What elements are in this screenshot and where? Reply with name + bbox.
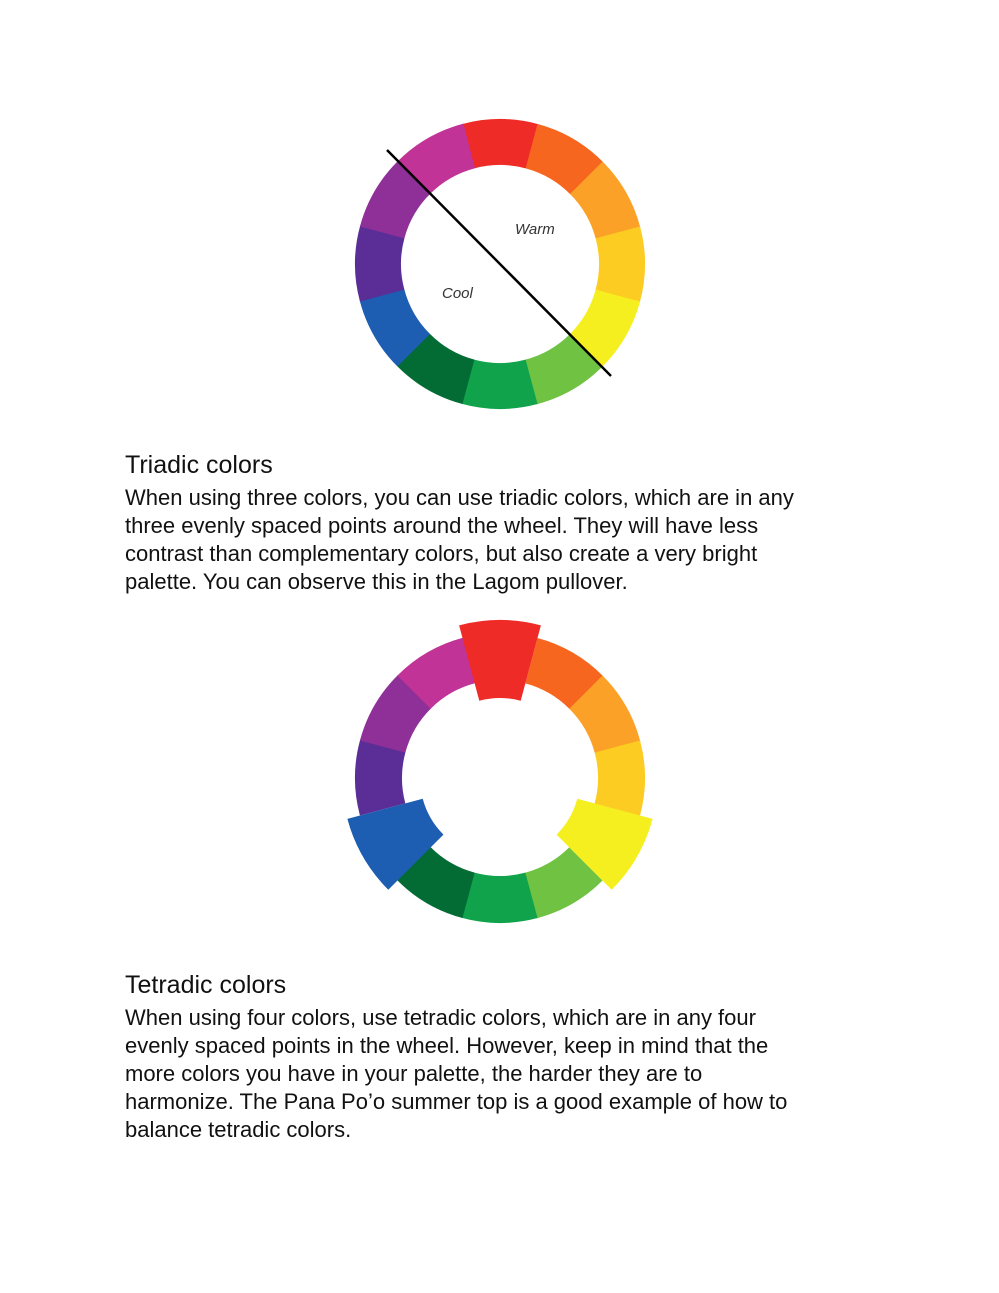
warm-cool-wheel-graphic (0, 0, 999, 440)
color-wheel-segment (594, 740, 645, 816)
tetradic-section (125, 970, 885, 1144)
color-wheel-segment (462, 119, 538, 169)
cool-label: Cool (442, 285, 473, 302)
tetradic-color-wheel (0, 610, 999, 950)
tetradic-line: harmonize. The Pana Po’o summer top is a good example of how to (125, 1089, 788, 1114)
warm-label: Warm (515, 221, 555, 238)
triadic-line: three evenly spaced points around the wheel. They will have less (125, 513, 759, 538)
triadic-line: palette. You can observe this in the Lagom pullover. (125, 569, 628, 594)
tetradic-line: balance tetradic colors. (125, 1117, 352, 1142)
color-wheel-segment (595, 226, 645, 302)
triadic-section (125, 450, 885, 596)
color-wheel-segment (355, 739, 406, 815)
color-wheel-segment (461, 872, 537, 923)
tetradic-line: evenly spaced points in the wheel. However, keep in mind that the (125, 1033, 769, 1058)
color-wheel-segment (461, 359, 537, 409)
color-wheel-segment (355, 225, 405, 301)
tetradic-heading: Tetradic colors (125, 971, 287, 999)
triadic-line: When using three colors, you can use triadic colors, which are in any (125, 485, 794, 510)
tetradic-wheel-graphic (0, 610, 999, 950)
tetradic-paragraph (125, 1004, 885, 1144)
triadic-heading: Triadic colors (125, 451, 273, 479)
triadic-paragraph (125, 484, 885, 596)
color-wheel-segment (459, 620, 541, 701)
tetradic-line: When using four colors, use tetradic colors, which are in any four (125, 1005, 756, 1030)
triadic-line: contrast than complementary colors, but also create a very bright (125, 541, 758, 566)
warm-cool-color-wheel (0, 0, 999, 440)
tetradic-line: more colors you have in your palette, the harder they are to (125, 1061, 703, 1086)
